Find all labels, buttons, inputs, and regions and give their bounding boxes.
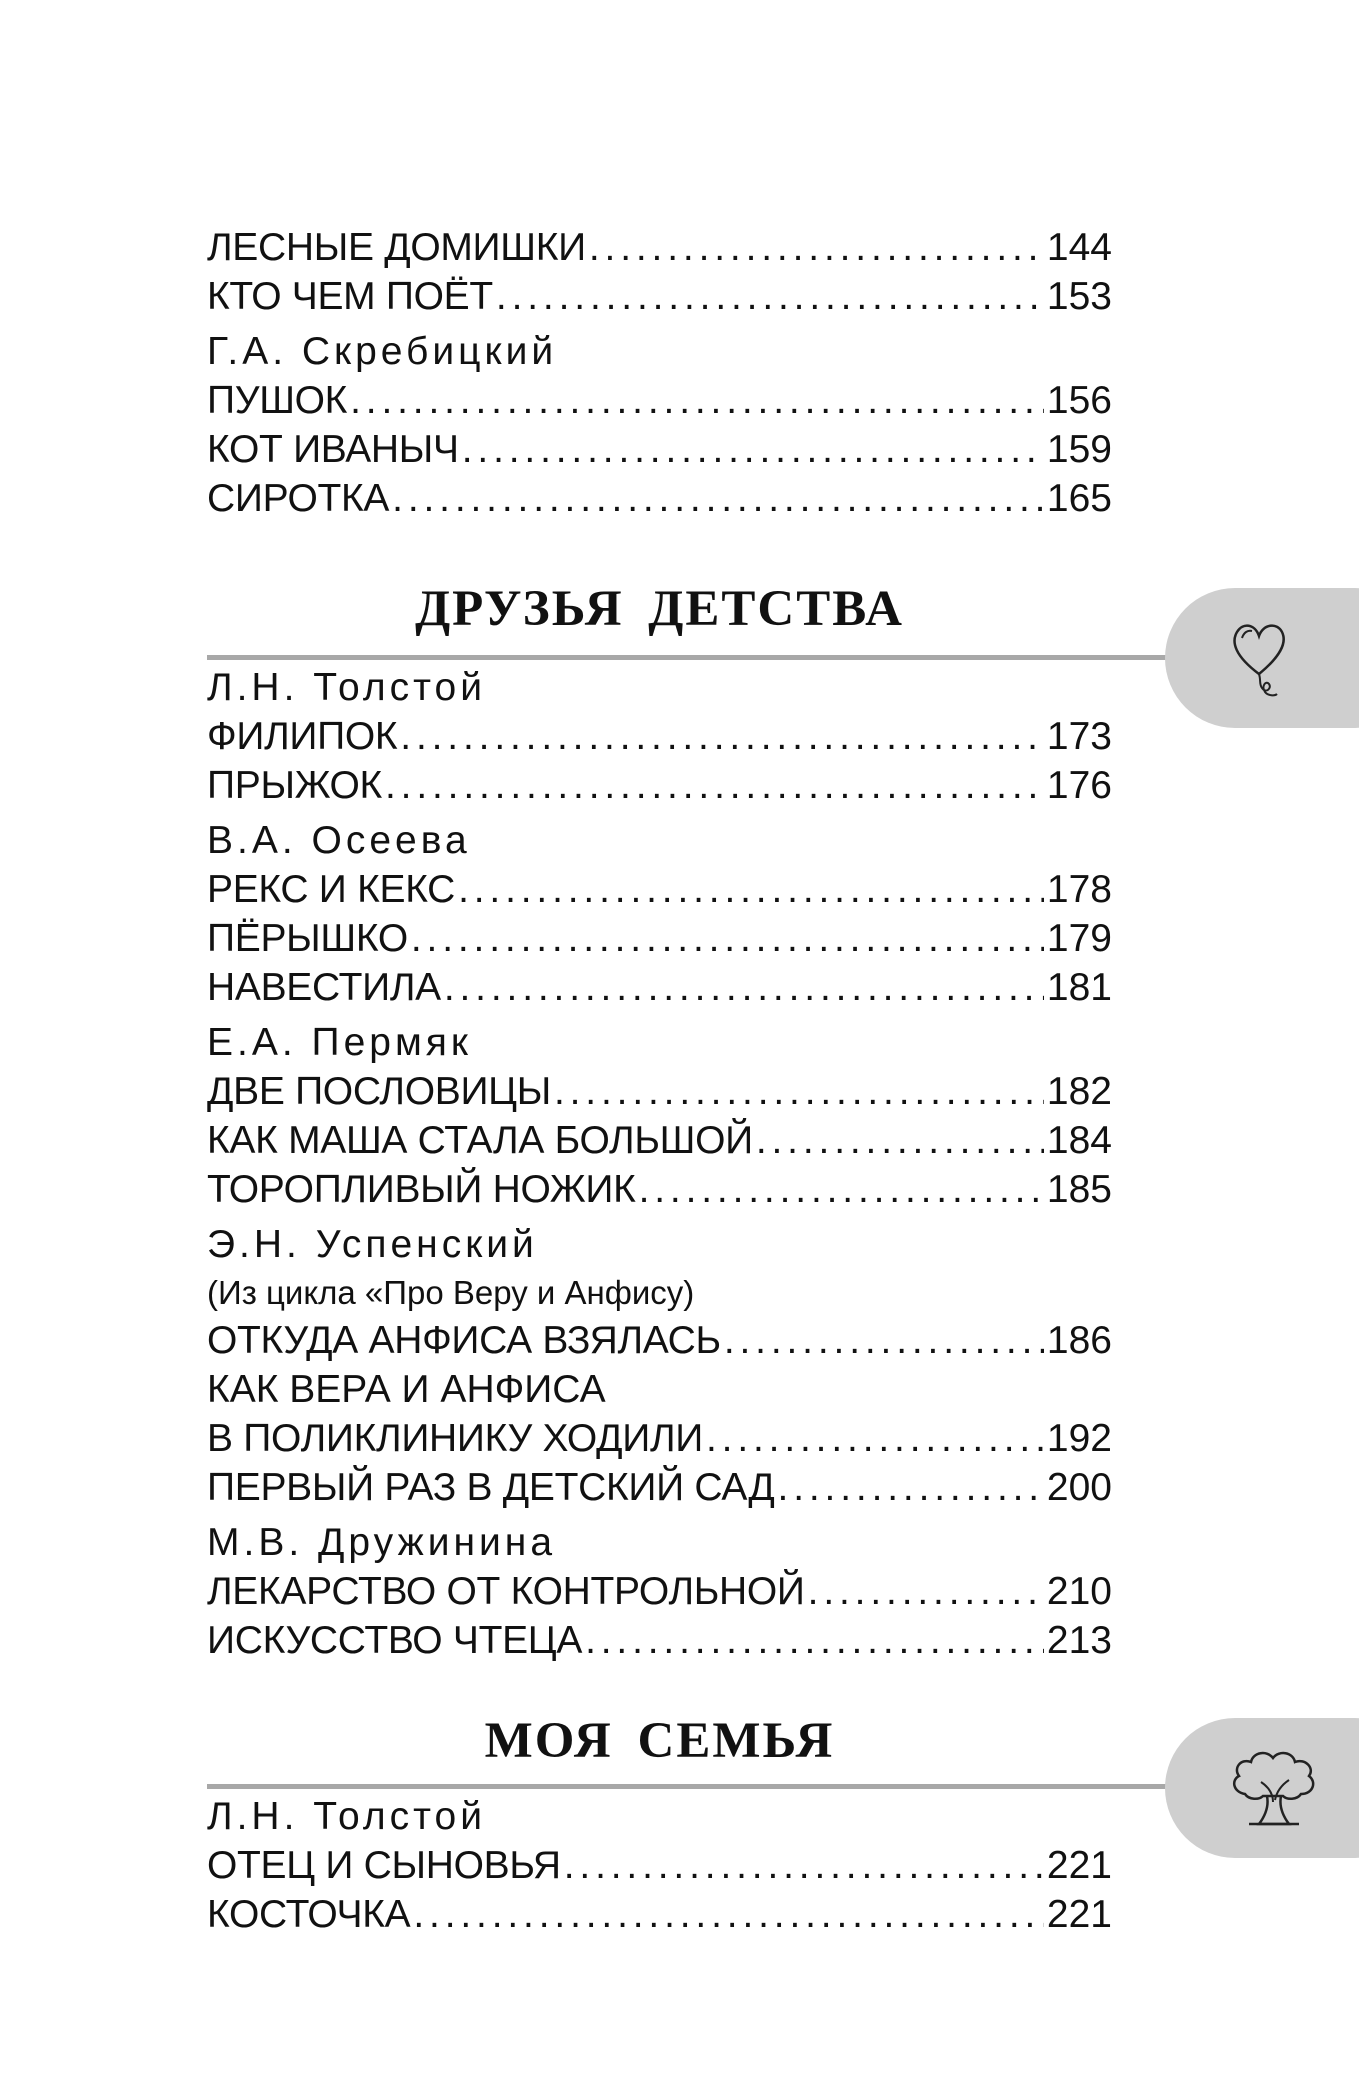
entry-page: 213 <box>1046 1619 1112 1662</box>
leader-dots <box>585 1616 1044 1665</box>
series-note: (Из цикла «Про Веру и Анфису) <box>207 1274 695 1311</box>
entry-title: ЛЕКАРСТВО ОТ КОНТРОЛЬНОЙ <box>207 1570 805 1613</box>
entry-page: 178 <box>1046 868 1112 911</box>
entry-title: В ПОЛИКЛИНИКУ ХОДИЛИ <box>207 1417 703 1460</box>
entry-title: ПЁРЫШКО <box>207 917 408 960</box>
toc-entry[interactable] <box>207 1463 1112 1512</box>
toc-entry[interactable] <box>207 474 1112 523</box>
author-name: Е.А. Пермяк <box>207 1021 472 1064</box>
toc-entry[interactable] <box>207 1890 1112 1939</box>
toc-entry[interactable] <box>207 963 1112 1012</box>
entry-page: 185 <box>1046 1168 1112 1211</box>
toc-entry[interactable] <box>207 376 1112 425</box>
entry-title: ПУШОК <box>207 379 348 422</box>
leader-dots <box>589 223 1044 272</box>
entry-title: ПЕРВЫЙ РАЗ В ДЕТСКИЙ САД <box>207 1466 775 1509</box>
section-divider <box>207 1784 1207 1789</box>
leader-dots <box>458 865 1044 914</box>
entry-title: НАВЕСТИЛА <box>207 966 441 1009</box>
leader-dots <box>706 1414 1044 1463</box>
entry-page: 165 <box>1046 477 1112 520</box>
entry-page: 221 <box>1046 1893 1112 1936</box>
toc-entry[interactable] <box>207 1067 1112 1116</box>
leader-dots <box>639 1165 1044 1214</box>
leader-dots <box>444 963 1044 1012</box>
entry-title: РЕКС И КЕКС <box>207 868 456 911</box>
entry-page: 186 <box>1046 1319 1112 1362</box>
author-name: Г.А. Скребицкий <box>207 330 558 373</box>
toc-entry[interactable] <box>207 1841 1112 1890</box>
toc-entry[interactable] <box>207 272 1112 321</box>
entry-title: ТОРОПЛИВЫЙ НОЖИК <box>207 1168 636 1211</box>
entry-page: 182 <box>1046 1070 1112 1113</box>
toc-entry[interactable] <box>207 1414 1112 1463</box>
toc-entry[interactable] <box>207 865 1112 914</box>
section-heading: МОЯ СЕМЬЯ <box>484 1713 835 1769</box>
entry-title: КОСТОЧКА <box>207 1893 411 1936</box>
entry-title: КОТ ИВАНЫЧ <box>207 428 459 471</box>
leader-dots <box>385 761 1044 810</box>
entry-title: ОТЕЦ И СЫНОВЬЯ <box>207 1844 561 1887</box>
leader-dots <box>778 1463 1044 1512</box>
entry-page: 184 <box>1046 1119 1112 1162</box>
author-name: Э.Н. Успенский <box>207 1223 538 1266</box>
leader-dots <box>462 425 1044 474</box>
entry-title: ДВЕ ПОСЛОВИЦЫ <box>207 1070 551 1113</box>
toc-entry[interactable] <box>207 1165 1112 1214</box>
entry-title: ПРЫЖОК <box>207 764 382 807</box>
entry-page: 144 <box>1046 226 1112 269</box>
entry-title: ОТКУДА АНФИСА ВЗЯЛАСЬ <box>207 1319 721 1362</box>
entry-title: СИРОТКА <box>207 477 390 520</box>
leader-dots <box>564 1841 1044 1890</box>
toc-entry[interactable] <box>207 223 1112 272</box>
entry-title: КТО ЧЕМ ПОЁТ <box>207 275 493 318</box>
entry-title: ФИЛИПОК <box>207 715 398 758</box>
toc-section-family <box>207 1792 1112 1939</box>
entry-page: 210 <box>1046 1570 1112 1613</box>
leader-dots <box>554 1067 1044 1116</box>
toc-entry[interactable] <box>207 712 1112 761</box>
entry-title: КАК МАША СТАЛА БОЛЬШОЙ <box>207 1119 753 1162</box>
author-name: В.А. Осеева <box>207 819 471 862</box>
leader-dots <box>724 1316 1044 1365</box>
toc-block-continued <box>207 223 1112 523</box>
leader-dots <box>400 712 1044 761</box>
tree-icon <box>1225 1742 1321 1832</box>
toc-entry[interactable] <box>207 914 1112 963</box>
leader-dots <box>413 1890 1044 1939</box>
entry-title: ЛЕСНЫЕ ДОМИШКИ <box>207 226 586 269</box>
entry-page: 179 <box>1046 917 1112 960</box>
entry-page: 181 <box>1046 966 1112 1009</box>
leader-dots <box>808 1567 1044 1616</box>
entry-page: 192 <box>1046 1417 1112 1460</box>
toc-entry[interactable] <box>207 425 1112 474</box>
toc-section-friends <box>207 663 1112 1665</box>
entry-page: 173 <box>1046 715 1112 758</box>
section-divider <box>207 655 1207 660</box>
heart-balloon-icon <box>1225 612 1305 702</box>
entry-title: ИСКУССТВО ЧТЕЦА <box>207 1619 583 1662</box>
section-tab <box>1165 588 1359 728</box>
entry-page: 156 <box>1046 379 1112 422</box>
leader-dots <box>756 1116 1044 1165</box>
leader-dots <box>496 272 1044 321</box>
entry-page: 159 <box>1046 428 1112 471</box>
section-heading: ДРУЗЬЯ ДЕТСТВА <box>415 581 904 637</box>
author-name: Л.Н. Толстой <box>207 666 487 709</box>
entry-page: 153 <box>1046 275 1112 318</box>
entry-page: 200 <box>1046 1466 1112 1509</box>
toc-entry[interactable] <box>207 1616 1112 1665</box>
leader-dots <box>350 376 1044 425</box>
toc-entry[interactable] <box>207 761 1112 810</box>
toc-entry[interactable] <box>207 1316 1112 1365</box>
section-tab <box>1165 1718 1359 1858</box>
toc-entry[interactable] <box>207 1116 1112 1165</box>
leader-dots <box>411 914 1044 963</box>
leader-dots <box>392 474 1044 523</box>
entry-page: 176 <box>1046 764 1112 807</box>
toc-entry[interactable] <box>207 1567 1112 1616</box>
author-name: М.В. Дружинина <box>207 1521 557 1564</box>
author-name: Л.Н. Толстой <box>207 1795 487 1838</box>
entry-page: 221 <box>1046 1844 1112 1887</box>
entry-title-line[interactable]: КАК ВЕРА И АНФИСА <box>207 1368 606 1411</box>
